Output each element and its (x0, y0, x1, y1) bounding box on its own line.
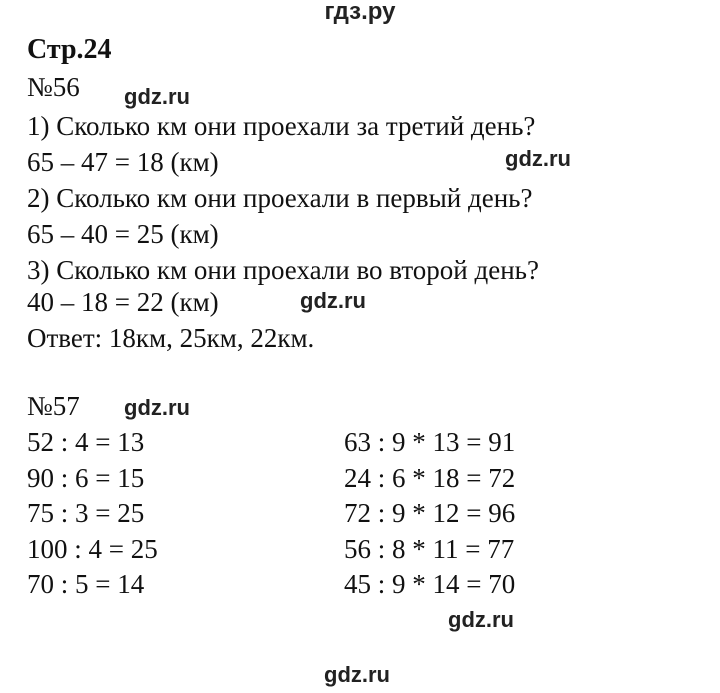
task57-right-2: 24 : 6 * 18 = 72 (344, 463, 516, 493)
watermark: gdz.ru (324, 662, 390, 687)
task57-left-2: 90 : 6 = 15 (27, 463, 145, 493)
header-watermark: гдз.ру (324, 0, 396, 25)
watermark: gdz.ru (124, 395, 190, 420)
watermark: gdz.ru (505, 146, 571, 171)
task57-right-4: 56 : 8 * 11 = 77 (344, 534, 515, 564)
task57-left-1: 52 : 4 = 13 (27, 427, 145, 457)
task57-left-5: 70 : 5 = 14 (27, 569, 145, 599)
task56-solution-3: 40 – 18 = 22 (км) (27, 287, 219, 317)
watermark: gdz.ru (124, 84, 190, 109)
task57-right-1: 63 : 9 * 13 = 91 (344, 427, 516, 457)
task57-right-5: 45 : 9 * 14 = 70 (344, 569, 516, 599)
task56-answer: Ответ: 18км, 25км, 22км. (27, 323, 315, 353)
task56-question-3: 3) Сколько км они проехали во второй день? (27, 255, 539, 285)
task57-right-3: 72 : 9 * 12 = 96 (344, 498, 516, 528)
page-title: Стр.24 (27, 34, 112, 65)
task56-question-2: 2) Сколько км они проехали в первый день? (27, 183, 533, 213)
task57-number: №57 (27, 391, 80, 421)
task56-solution-1: 65 – 47 = 18 (км) (27, 147, 219, 177)
task57-left-3: 75 : 3 = 25 (27, 498, 145, 528)
task57-left-4: 100 : 4 = 25 (27, 534, 158, 564)
task56-question-1: 1) Сколько км они проехали за третий день? (27, 111, 536, 141)
watermark: gdz.ru (300, 288, 366, 313)
watermark: gdz.ru (448, 607, 514, 632)
task56-number: №56 (27, 72, 80, 102)
task56-solution-2: 65 – 40 = 25 (км) (27, 219, 219, 249)
